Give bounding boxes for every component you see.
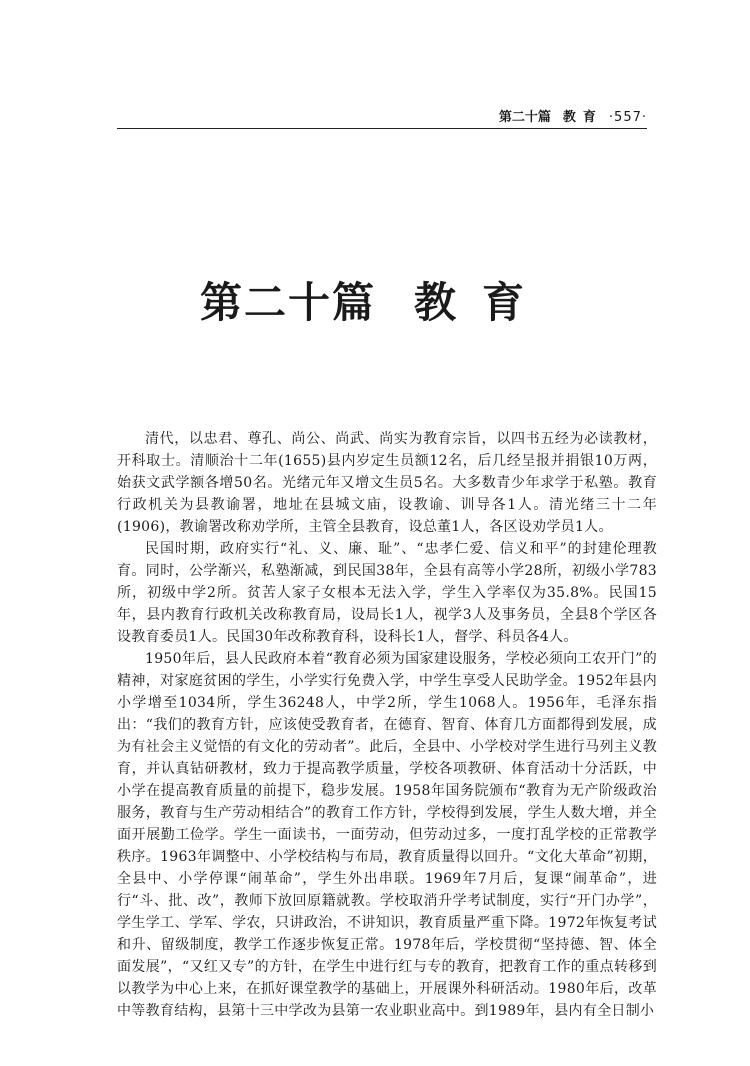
paragraph-post-1950: 1950年后，县人民政府本着“教育必须为国家建设服务，学校必须向工农开门”的精神，对家庭贫困的学生，小学实行免费入学，中学生享受人民助学金。1952年县内小学增至1034所，学生36248人，中学2所，学生1068人。1956年，毛泽东指出：“我们的教育方针，应该使受教育者，在德育、智育、体育几方面都得到发展，成为有社会主义觉悟的有文化的劳动者”。此后，全县中、小学校对学生进行马列主义教育，并认真钻研教材，致力于提高教学质量，学校各项教研、体育活动十分活跃，中小学在提高教育质量的前提下，稳步发展。1958年国务院颁布“教育为无产阶级政治服务，教育与生产劳动相结合”的教育工作方针，学校得到发展，学生人数大增，并全面开展勤工俭学。学生一面读书，一面劳动，但劳动过多，一度打乱学校的正常教学秩序。1963年调整中、小学校结构与布局，教育质量得以回升。“文化大革命”初期，全县中、小学停课“闹革命”，学生外出串联。1969年7月后，复课“闹革命”，进行“斗、批、改”，教师下放回原籍就教。学校取消升学考试制度，实行“开门办学”，学生学工、学军、学农，只讲政治，不讲知识，教育质量严重下降。1972年恢复考试和升、留级制度，教学工作逐步恢复正常。1978年后，学校贯彻“坚持德、智、体全面发展”，“又红又专”的方针，在学生中进行红与专的教育，把教育工作的重点转移到以教学为中心上来，在抓好课堂教学的基础上，开展课外科研活动。1980年后，改革中等教育结构，县第十三中学改为县第一农业职业高中。到1989年，县内有全日制小 [117,651,657,1019]
paragraph-qing-dynasty: 清代，以忠君、尊孔、尚公、尚武、尚实为教育宗旨，以四书五经为必读教材，开科取士。清顺治十二年(1655)县内岁定生员额12名，后几经呈报并捐银10万两，始获文武学额各增50名。光绪元年又增文生员5名。大多数青少年求学于私塾。教育行政机关为县教谕署，地址在县城文庙，设教谕、训导各1人。清光绪三十二年(1906)，教谕署改称劝学所，主管全县教育，设总董1人，各区设劝学员1人。 [117,431,657,535]
header-chapter-label: 第二十篇 [498,110,551,125]
paragraph-republic-era: 民国时期，政府实行“礼、义、廉、耻”、“忠孝仁爱、信义和平”的封建伦理教育。同时，公学渐兴，私塾渐减，到民国38年，全县有高等小学28所，初级小学783所，初级中学2所。贫苦人家子女根本无法入学，学生入学率仅为35.8%。民国15年，县内教育行政机关改称教育局，设局长1人，视学3人及事务员，全县8个学区各设教育委员1人。民国30年改称教育科，设科长1人，督学、科员各4人。 [117,541,657,645]
running-header [117,106,647,128]
chapter-title [0,270,750,330]
chapter-topic-label: 教育 [414,278,551,327]
chapter-number-label: 第二十篇 [199,278,376,327]
header-section-label: 教育 [562,110,603,125]
header-rule [117,128,647,129]
running-header-text [499,106,647,125]
body-text [117,428,657,1022]
page-number: ·557· [608,110,647,125]
